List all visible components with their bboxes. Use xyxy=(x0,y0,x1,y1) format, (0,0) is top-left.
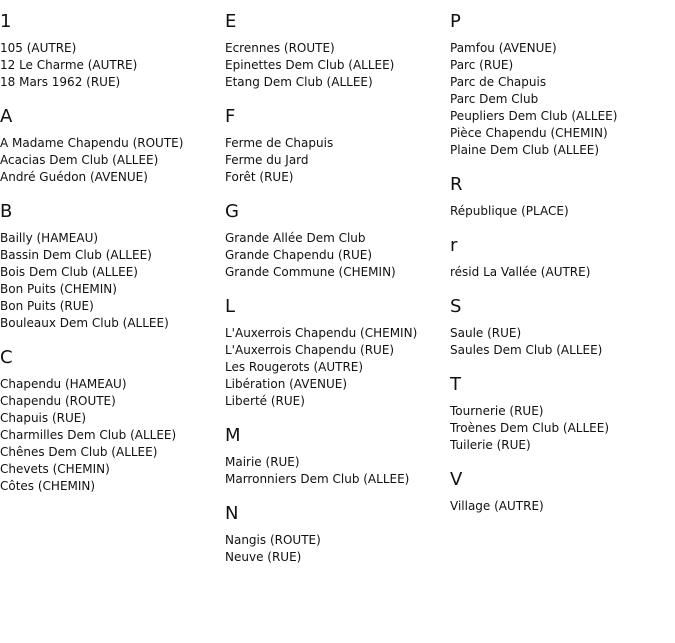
street-list-item xyxy=(0,152,225,169)
street-list-item xyxy=(0,40,225,57)
street-list xyxy=(225,40,450,91)
street-list-item xyxy=(0,169,225,186)
street-list-item xyxy=(0,264,225,281)
street-link[interactable]: Pamfou (AVENUE) xyxy=(450,41,557,55)
street-list-item xyxy=(225,376,450,393)
letter-heading: 1 xyxy=(0,11,12,32)
street-link[interactable]: Chapuis (RUE) xyxy=(0,411,87,425)
street-link[interactable]: Chênes Dem Club (ALLEE) xyxy=(0,445,158,459)
street-list-item xyxy=(225,342,450,359)
letter-heading: T xyxy=(450,374,461,395)
letter-group xyxy=(225,105,450,186)
letter-group xyxy=(0,10,225,91)
street-list xyxy=(0,376,225,495)
street-list-item xyxy=(450,40,675,57)
letter-group xyxy=(0,200,225,332)
street-list-item xyxy=(225,74,450,91)
letter-heading: B xyxy=(0,201,13,222)
street-link[interactable]: Pièce Chapendu (CHEMIN) xyxy=(450,126,608,140)
street-list xyxy=(0,40,225,91)
street-list-item xyxy=(225,57,450,74)
street-link[interactable]: Nangis (ROUTE) xyxy=(225,533,321,547)
street-link[interactable]: 105 (AUTRE) xyxy=(0,41,77,55)
street-list xyxy=(225,454,450,488)
letter-group xyxy=(225,10,450,91)
street-link[interactable]: Bassin Dem Club (ALLEE) xyxy=(0,248,152,262)
street-list-item xyxy=(225,169,450,186)
street-list xyxy=(450,203,675,220)
street-list xyxy=(450,403,675,454)
street-link[interactable]: Acacias Dem Club (ALLEE) xyxy=(0,153,159,167)
letter-heading: N xyxy=(225,503,239,524)
index-column xyxy=(0,10,225,509)
street-list-item xyxy=(0,281,225,298)
letter-heading: A xyxy=(0,106,13,127)
street-link[interactable]: Neuve (RUE) xyxy=(225,550,302,564)
street-link[interactable]: Troènes Dem Club (ALLEE) xyxy=(450,421,609,435)
street-list-item xyxy=(225,325,450,342)
street-link[interactable]: Ferme du Jard xyxy=(225,153,309,167)
street-link[interactable]: Grande Commune (CHEMIN) xyxy=(225,265,396,279)
street-list-item xyxy=(225,264,450,281)
street-link[interactable]: Parc de Chapuis xyxy=(450,75,547,89)
letter-group xyxy=(450,234,675,281)
street-list-item xyxy=(450,91,675,108)
street-list-item xyxy=(225,230,450,247)
street-list xyxy=(0,230,225,332)
street-list-item xyxy=(225,454,450,471)
letter-heading: M xyxy=(225,425,241,446)
street-link[interactable]: Mairie (RUE) xyxy=(225,455,300,469)
street-list-item xyxy=(225,393,450,410)
street-list-item xyxy=(0,135,225,152)
street-link[interactable]: Parc (RUE) xyxy=(450,58,514,72)
street-link[interactable]: 12 Le Charme (AUTRE) xyxy=(0,58,138,72)
street-link[interactable]: Côtes (CHEMIN) xyxy=(0,479,96,493)
street-list-item xyxy=(450,142,675,159)
street-link[interactable]: Liberté (RUE) xyxy=(225,394,305,408)
letter-group xyxy=(225,295,450,410)
letter-group xyxy=(0,346,225,495)
street-list-item xyxy=(225,532,450,549)
street-link[interactable]: Libération (AVENUE) xyxy=(225,377,348,391)
street-list-item xyxy=(450,342,675,359)
letter-group xyxy=(450,173,675,220)
letter-group xyxy=(450,468,675,515)
street-link[interactable]: Marronniers Dem Club (ALLEE) xyxy=(225,472,410,486)
letter-heading: F xyxy=(225,106,236,127)
letter-heading: E xyxy=(225,11,237,32)
street-link[interactable]: Grande Chapendu (RUE) xyxy=(225,248,373,262)
street-list-item xyxy=(450,125,675,142)
street-list-item xyxy=(225,549,450,566)
street-link[interactable]: Saule (RUE) xyxy=(450,326,522,340)
street-list-item xyxy=(450,264,675,281)
street-link[interactable]: Chevets (CHEMIN) xyxy=(0,462,110,476)
street-link[interactable]: Etang Dem Club (ALLEE) xyxy=(225,75,373,89)
street-list-item xyxy=(225,152,450,169)
street-list-item xyxy=(0,376,225,393)
letter-heading: G xyxy=(225,201,239,222)
street-list-item xyxy=(0,444,225,461)
street-list-item xyxy=(0,57,225,74)
street-list xyxy=(225,325,450,410)
street-link[interactable]: Les Rougerots (AUTRE) xyxy=(225,360,364,374)
street-link[interactable]: Plaine Dem Club (ALLEE) xyxy=(450,143,600,157)
street-link[interactable]: Bon Puits (RUE) xyxy=(0,299,94,313)
letter-heading: L xyxy=(225,296,236,317)
index-column xyxy=(225,10,450,580)
letter-group xyxy=(225,200,450,281)
letter-heading: C xyxy=(0,347,13,368)
street-link[interactable]: Bouleaux Dem Club (ALLEE) xyxy=(0,316,169,330)
street-list-item xyxy=(450,203,675,220)
street-link[interactable]: A Madame Chapendu (ROUTE) xyxy=(0,136,184,150)
street-list-item xyxy=(0,461,225,478)
street-list-item xyxy=(0,230,225,247)
street-link[interactable]: Bailly (HAMEAU) xyxy=(0,231,99,245)
street-list-item xyxy=(225,471,450,488)
street-list xyxy=(225,532,450,566)
letter-heading: r xyxy=(450,235,458,256)
street-link[interactable]: Tournerie (RUE) xyxy=(450,404,544,418)
street-link[interactable]: 18 Mars 1962 (RUE) xyxy=(0,75,121,89)
street-link[interactable]: résid La Vallée (AUTRE) xyxy=(450,265,591,279)
street-list xyxy=(450,325,675,359)
street-list-item xyxy=(0,427,225,444)
street-list-item xyxy=(0,74,225,91)
street-list-item xyxy=(225,247,450,264)
street-list-item xyxy=(0,410,225,427)
letter-group xyxy=(225,424,450,488)
letter-group xyxy=(0,105,225,186)
street-list-item xyxy=(225,359,450,376)
letter-group xyxy=(225,502,450,566)
street-link[interactable]: Chapendu (ROUTE) xyxy=(0,394,116,408)
street-link[interactable]: Peupliers Dem Club (ALLEE) xyxy=(450,109,618,123)
street-list xyxy=(450,264,675,281)
street-list-item xyxy=(0,247,225,264)
street-list-item xyxy=(450,403,675,420)
letter-group xyxy=(450,10,675,159)
street-list-item xyxy=(450,108,675,125)
street-list-item xyxy=(225,40,450,57)
street-link[interactable]: L'Auxerrois Chapendu (CHEMIN) xyxy=(225,326,418,340)
street-list xyxy=(450,498,675,515)
street-link[interactable]: Parc Dem Club xyxy=(450,92,539,106)
street-list-item xyxy=(450,325,675,342)
street-link[interactable]: Ferme de Chapuis xyxy=(225,136,334,150)
letter-heading: V xyxy=(450,469,463,490)
letter-heading: R xyxy=(450,174,463,195)
street-link[interactable]: André Guédon (AVENUE) xyxy=(0,170,148,184)
street-link[interactable]: République (PLACE) xyxy=(450,204,569,218)
street-link[interactable]: Chapendu (HAMEAU) xyxy=(0,377,127,391)
street-link[interactable]: Forêt (RUE) xyxy=(225,170,294,184)
letter-group xyxy=(450,295,675,359)
street-link[interactable]: Bois Dem Club (ALLEE) xyxy=(0,265,138,279)
street-link[interactable]: Village (AUTRE) xyxy=(450,499,544,513)
street-list-item xyxy=(450,437,675,454)
street-list-item xyxy=(0,298,225,315)
letter-heading: P xyxy=(450,11,461,32)
street-link[interactable]: L'Auxerrois Chapendu (RUE) xyxy=(225,343,395,357)
street-list-item xyxy=(0,478,225,495)
street-link[interactable]: Tuilerie (RUE) xyxy=(450,438,531,452)
index-column xyxy=(450,10,675,529)
street-link[interactable]: Grande Allée Dem Club xyxy=(225,231,366,245)
street-link[interactable]: Epinettes Dem Club (ALLEE) xyxy=(225,58,395,72)
street-list xyxy=(225,135,450,186)
street-link[interactable]: Saules Dem Club (ALLEE) xyxy=(450,343,603,357)
street-list-item xyxy=(450,74,675,91)
street-list xyxy=(225,230,450,281)
street-link[interactable]: Ecrennes (ROUTE) xyxy=(225,41,335,55)
letter-group xyxy=(450,373,675,454)
street-link[interactable]: Bon Puits (CHEMIN) xyxy=(0,282,117,296)
street-list-item xyxy=(450,57,675,74)
street-list xyxy=(450,40,675,159)
street-list-item xyxy=(450,498,675,515)
street-list-item xyxy=(0,315,225,332)
letter-heading: S xyxy=(450,296,462,317)
street-list-item xyxy=(225,135,450,152)
street-list-item xyxy=(0,393,225,410)
street-list-item xyxy=(450,420,675,437)
street-link[interactable]: Charmilles Dem Club (ALLEE) xyxy=(0,428,177,442)
street-list xyxy=(0,135,225,186)
